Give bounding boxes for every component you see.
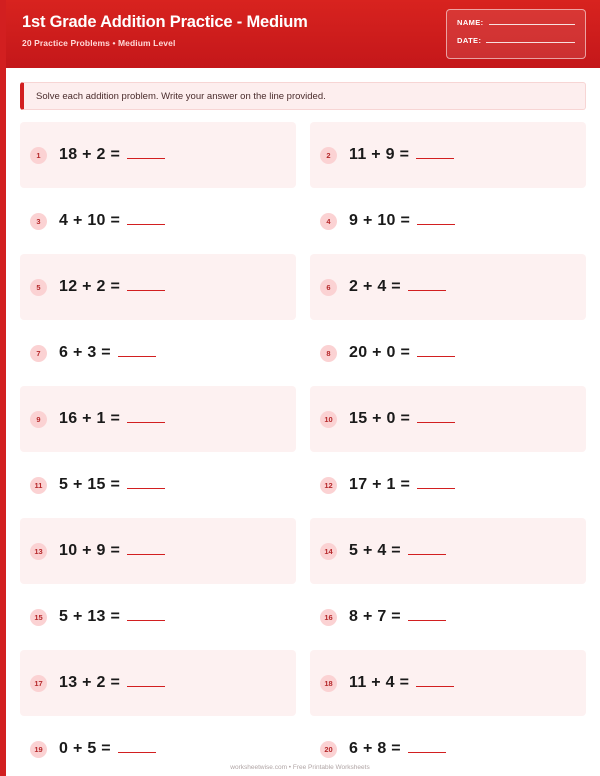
date-write-line[interactable] bbox=[486, 42, 575, 43]
page-title: 1st Grade Addition Practice - Medium bbox=[22, 13, 308, 31]
problem-expression: 0 + 5 = bbox=[59, 740, 156, 758]
problem-expression: 5 + 13 = bbox=[59, 608, 165, 626]
answer-line[interactable] bbox=[127, 476, 165, 489]
problem-expression: 5 + 4 = bbox=[349, 542, 446, 560]
problem-item bbox=[310, 584, 586, 650]
problem-item bbox=[310, 188, 586, 254]
problem-number-badge: 13 bbox=[30, 543, 47, 560]
problem-item bbox=[310, 386, 586, 452]
problem-item bbox=[20, 254, 296, 320]
problem-number-badge: 1 bbox=[30, 147, 47, 164]
problem-item bbox=[310, 122, 586, 188]
problem-number-badge: 7 bbox=[30, 345, 47, 362]
problem-number-badge: 14 bbox=[320, 543, 337, 560]
answer-line[interactable] bbox=[417, 212, 455, 225]
problem-item bbox=[310, 650, 586, 716]
problem-number-badge: 4 bbox=[320, 213, 337, 230]
problem-expression: 16 + 1 = bbox=[59, 410, 165, 428]
problem-expression: 4 + 10 = bbox=[59, 212, 165, 230]
problem-expression: 11 + 4 = bbox=[349, 674, 454, 692]
problem-number-badge: 18 bbox=[320, 675, 337, 692]
name-row bbox=[457, 18, 575, 27]
answer-line[interactable] bbox=[118, 344, 156, 357]
problem-item bbox=[20, 386, 296, 452]
problem-number-badge: 15 bbox=[30, 609, 47, 626]
problem-expression: 13 + 2 = bbox=[59, 674, 165, 692]
problem-number-badge: 6 bbox=[320, 279, 337, 296]
problem-expression: 9 + 10 = bbox=[349, 212, 455, 230]
problem-expression: 11 + 9 = bbox=[349, 146, 454, 164]
problem-item bbox=[310, 518, 586, 584]
answer-line[interactable] bbox=[127, 542, 165, 555]
problem-number-badge: 19 bbox=[30, 741, 47, 758]
answer-line[interactable] bbox=[416, 674, 454, 687]
answer-line[interactable] bbox=[127, 608, 165, 621]
instructions-banner bbox=[20, 82, 586, 110]
problem-number-badge: 20 bbox=[320, 741, 337, 758]
answer-line[interactable] bbox=[416, 146, 454, 159]
problem-number-badge: 17 bbox=[30, 675, 47, 692]
problem-expression: 2 + 4 = bbox=[349, 278, 446, 296]
answer-line[interactable] bbox=[118, 740, 156, 753]
problem-number-badge: 8 bbox=[320, 345, 337, 362]
problem-number-badge: 9 bbox=[30, 411, 47, 428]
answer-line[interactable] bbox=[127, 212, 165, 225]
problem-number-badge: 11 bbox=[30, 477, 47, 494]
problem-number-badge: 12 bbox=[320, 477, 337, 494]
answer-line[interactable] bbox=[408, 608, 446, 621]
problem-number-badge: 3 bbox=[30, 213, 47, 230]
problem-expression: 10 + 9 = bbox=[59, 542, 165, 560]
problem-number-badge: 2 bbox=[320, 147, 337, 164]
problem-expression: 20 + 0 = bbox=[349, 344, 455, 362]
answer-line[interactable] bbox=[127, 674, 165, 687]
answer-line[interactable] bbox=[408, 278, 446, 291]
answer-line[interactable] bbox=[127, 410, 165, 423]
problem-item bbox=[20, 122, 296, 188]
problem-expression: 6 + 3 = bbox=[59, 344, 156, 362]
problem-number-badge: 16 bbox=[320, 609, 337, 626]
answer-line[interactable] bbox=[417, 344, 455, 357]
problem-number-badge: 5 bbox=[30, 279, 47, 296]
answer-line[interactable] bbox=[408, 740, 446, 753]
problem-expression: 6 + 8 = bbox=[349, 740, 446, 758]
problem-item bbox=[20, 188, 296, 254]
answer-line[interactable] bbox=[408, 542, 446, 555]
problem-number-badge: 10 bbox=[320, 411, 337, 428]
name-date-box bbox=[446, 9, 586, 59]
instructions-text: Solve each addition problem. Write your answer on the line provided. bbox=[36, 90, 326, 102]
problem-item bbox=[20, 650, 296, 716]
name-label: NAME: bbox=[457, 18, 484, 27]
problems-grid bbox=[20, 122, 586, 776]
problem-item bbox=[20, 584, 296, 650]
problem-item bbox=[310, 452, 586, 518]
footer-credit: worksheetwise.com • Free Printable Worksheets bbox=[230, 764, 370, 771]
problem-item bbox=[20, 452, 296, 518]
date-row bbox=[457, 36, 575, 45]
worksheet-header bbox=[6, 0, 600, 68]
name-write-line[interactable] bbox=[489, 24, 575, 25]
date-label: DATE: bbox=[457, 36, 482, 45]
problem-expression: 5 + 15 = bbox=[59, 476, 165, 494]
problem-item bbox=[20, 518, 296, 584]
page-subtitle: 20 Practice Problems • Medium Level bbox=[22, 38, 176, 48]
problem-item bbox=[310, 254, 586, 320]
problem-expression: 15 + 0 = bbox=[349, 410, 455, 428]
problem-item bbox=[310, 320, 586, 386]
answer-line[interactable] bbox=[417, 476, 455, 489]
problem-expression: 8 + 7 = bbox=[349, 608, 446, 626]
left-accent-bar bbox=[0, 0, 6, 776]
answer-line[interactable] bbox=[127, 278, 165, 291]
problem-expression: 17 + 1 = bbox=[349, 476, 455, 494]
problem-expression: 18 + 2 = bbox=[59, 146, 165, 164]
answer-line[interactable] bbox=[127, 146, 165, 159]
answer-line[interactable] bbox=[417, 410, 455, 423]
problem-expression: 12 + 2 = bbox=[59, 278, 165, 296]
problem-item bbox=[20, 320, 296, 386]
